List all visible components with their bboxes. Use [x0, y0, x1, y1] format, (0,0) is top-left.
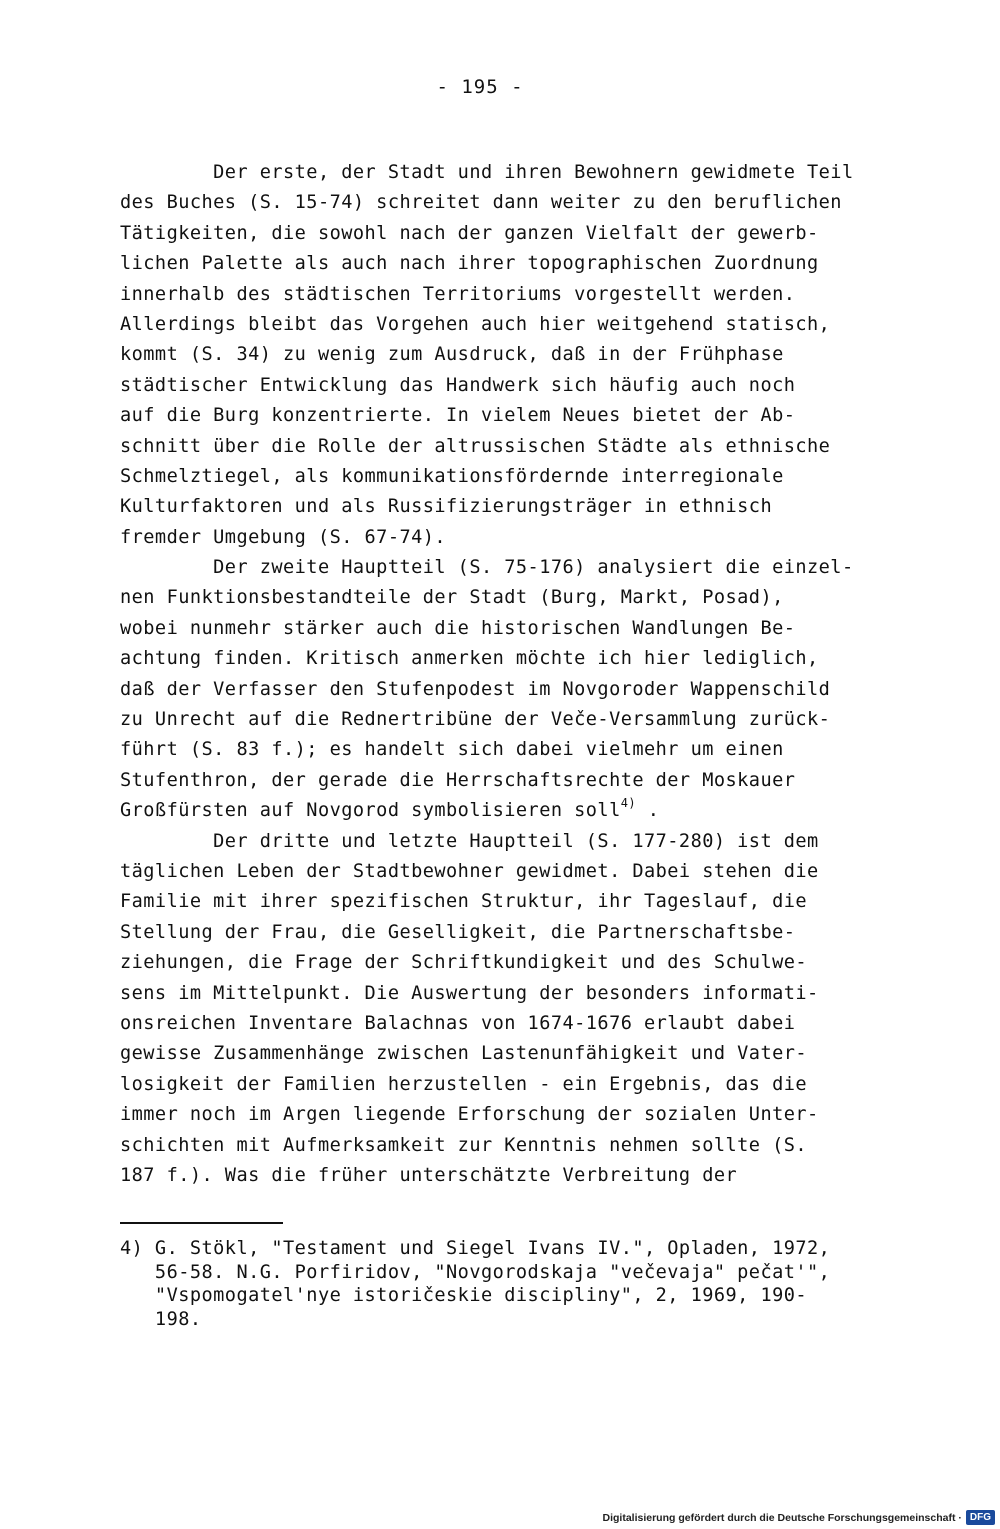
footnote-line: 56-58. N.G. Porfiridov, "Novgorodskaja "večevaja" pečat'",: [120, 1261, 831, 1283]
text-line: achtung finden. Kritisch anmerken möchte ich hier lediglich,: [120, 648, 819, 670]
text-line: ziehungen, die Frage der Schriftkundigkeit und des Schulwe-: [120, 952, 808, 974]
footnotes: [120, 1237, 900, 1331]
text-line: schnitt über die Rolle der altrussischen Städte als ethnische: [120, 435, 831, 457]
footnote-reference: 4): [620, 796, 637, 811]
text-line: Familie mit ihrer spezifischen Struktur, ihr Tageslauf, die: [120, 891, 808, 913]
text-line: losigkeit der Familien herzustellen - ein Ergebnis, das die: [120, 1073, 808, 1095]
text-line: Allerdings bleibt das Vorgehen auch hier weitgehend statisch,: [120, 313, 831, 335]
footnote-line: 4) G. Stökl, "Testament und Siegel Ivans IV.", Opladen, 1972,: [120, 1238, 831, 1259]
body-text: [120, 158, 900, 1191]
text-line: auf die Burg konzentrierte. In vielem Neues bietet der Ab-: [120, 405, 796, 427]
digitization-footer: [603, 1510, 996, 1525]
text-line: daß der Verfasser den Stufenpodest im Novgoroder Wappenschild: [120, 678, 831, 700]
text-line: Kulturfaktoren und als Russifizierungsträger in ethnisch: [120, 496, 773, 518]
text-line: Stellung der Frau, die Geselligkeit, die Partnerschaftsbe-: [120, 921, 796, 943]
text-line: städtischer Entwicklung das Handwerk sich häufig auch noch: [120, 374, 796, 396]
footnote-divider: [120, 1222, 283, 1224]
text-line: täglichen Leben der Stadtbewohner gewidmet. Dabei stehen die: [120, 860, 819, 882]
text-line: onsreichen Inventare Balachnas von 1674-1676 erlaubt dabei: [120, 1012, 796, 1034]
text-line: immer noch im Argen liegende Erforschung der sozialen Unter-: [120, 1104, 819, 1126]
footnote-line: "Vspomogatel'nye istoričeskie discipliny", 2, 1969, 190-: [120, 1285, 808, 1307]
text-line: Tätigkeiten, die sowohl nach der ganzen Vielfalt der gewerb-: [120, 222, 819, 244]
page-number: - 195 -: [436, 76, 524, 98]
text-line: 187 f.). Was die früher unterschätzte Verbreitung der: [120, 1164, 738, 1186]
text-line: zu Unrecht auf die Rednertribüne der Veče-Versammlung zurück-: [120, 709, 831, 731]
text-line: Der dritte und letzte Hauptteil (S. 177-280) ist dem: [120, 830, 819, 852]
text-line: kommt (S. 34) zu wenig zum Ausdruck, daß in der Frühphase: [120, 344, 784, 366]
text-line: Der zweite Hauptteil (S. 75-176) analysiert die einzel-: [120, 557, 854, 579]
text-line: innerhalb des städtischen Territoriums vorgestellt werden.: [120, 283, 796, 305]
text-line-with-footnote: [120, 796, 900, 826]
text-line: sens im Mittelpunkt. Die Auswertung der besonders informati-: [120, 982, 819, 1004]
text-line: lichen Palette als auch nach ihrer topographischen Zuordnung: [120, 253, 819, 275]
text-line: schichten mit Aufmerksamkeit zur Kenntnis nehmen sollte (S.: [120, 1134, 808, 1156]
text-line: Schmelztiegel, als kommunikationsfördernde interregionale: [120, 465, 784, 487]
text-line: führt (S. 83 f.); es handelt sich dabei vielmehr um einen: [120, 739, 784, 761]
text-line: Stufenthron, der gerade die Herrschaftsrechte der Moskauer: [120, 769, 796, 791]
footer-credit: Digitalisierung gefördert durch die Deutsche Forschungsgemeinschaft ·: [602, 1511, 962, 1524]
text-segment: Großfürsten auf Novgorod symbolisieren soll: [120, 800, 621, 822]
dfg-logo-icon: DFG: [966, 1510, 995, 1525]
text-line: Der erste, der Stadt und ihren Bewohnern gewidmete Teil: [120, 162, 854, 183]
text-segment: .: [636, 800, 660, 822]
footnote-line: 198.: [120, 1308, 202, 1330]
text-line: gewisse Zusammenhänge zwischen Lastenunfähigkeit und Vater-: [120, 1043, 808, 1065]
text-line: nen Funktionsbestandteile der Stadt (Burg, Markt, Posad),: [120, 587, 784, 609]
text-line: wobei nunmehr stärker auch die historischen Wandlungen Be-: [120, 617, 796, 639]
text-line: des Buches (S. 15-74) schreitet dann weiter zu den beruflichen: [120, 192, 842, 214]
text-line: fremder Umgebung (S. 67-74).: [120, 526, 447, 548]
